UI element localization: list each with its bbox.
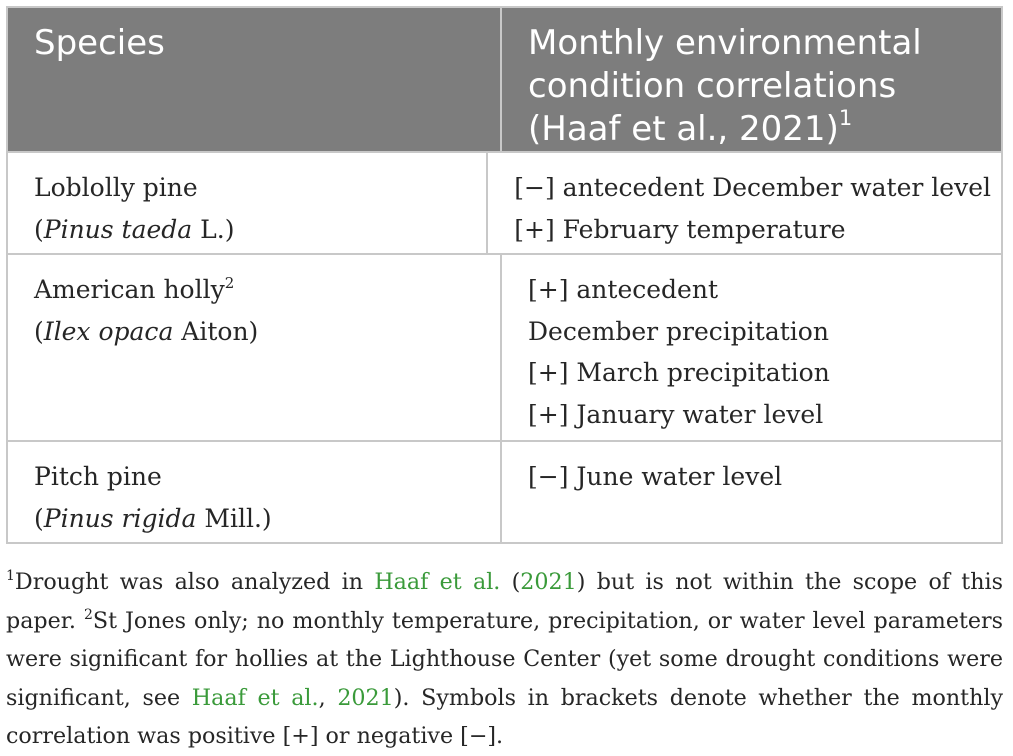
correlations-cell: [488, 153, 1001, 253]
footnote-marker: 1: [6, 568, 15, 584]
citation-link[interactable]: Haaf et al.: [191, 684, 319, 711]
citation-link[interactable]: 2021: [337, 684, 394, 711]
footnote-ref: 2: [224, 274, 235, 292]
table-row: [8, 153, 1001, 255]
common-name: Pitch pine: [34, 462, 162, 491]
table-header: [8, 8, 1001, 153]
species-cell: [8, 442, 502, 542]
correlation-item: [+] February temperature: [514, 214, 846, 244]
correlation-item: [+] antecedent December precipitation: [528, 275, 829, 346]
correlation-item: [−] antecedent December water level: [514, 173, 991, 202]
correlation-item: [−] June water level: [528, 462, 783, 491]
header-line: condition correlations: [528, 66, 897, 106]
species-cell: [8, 153, 488, 253]
footnote-ref: 1: [838, 106, 853, 130]
correlation-item: [+] January water level: [528, 399, 824, 429]
scientific-name: (Ilex opaca Aiton): [34, 316, 259, 346]
table-row: [8, 255, 1001, 442]
header-species: Species: [8, 8, 502, 151]
correlation-item: [+] March precipitation: [528, 358, 830, 387]
scientific-name: (Pinus rigida Mill.): [34, 503, 272, 533]
footnote-marker: 2: [83, 606, 93, 623]
correlations-cell: [502, 442, 1001, 542]
citation-link[interactable]: Haaf et al.: [374, 569, 501, 595]
species-correlation-table: [6, 6, 1003, 544]
species-cell: [8, 255, 502, 440]
correlations-cell: [502, 255, 1001, 440]
citation-link[interactable]: 2021: [520, 569, 577, 595]
scientific-name: (Pinus taeda L.): [34, 214, 235, 244]
common-name: American holly$^2$: [34, 274, 235, 304]
common-name: Loblolly pine: [34, 173, 198, 202]
header-line: (Haaf et al., 2021)$^1$: [528, 106, 853, 149]
table-row: [8, 442, 1001, 542]
header-correlations: [502, 8, 1001, 151]
header-line: Monthly environmental: [528, 23, 922, 63]
table-footnotes: $^1$Drought was also analyzed in Haaf et al. (2021) but is not within the scope of this paper. $^2$St Jones only; no monthly temperature, precipitation, or water level parameters were significant for hollies at the Lighthouse Center (yet some drought conditions were significant, see Haaf et al., 2021). Symbols in brackets denote whether the monthly correlation was positive [+] or negative [−].: [6, 568, 1003, 749]
